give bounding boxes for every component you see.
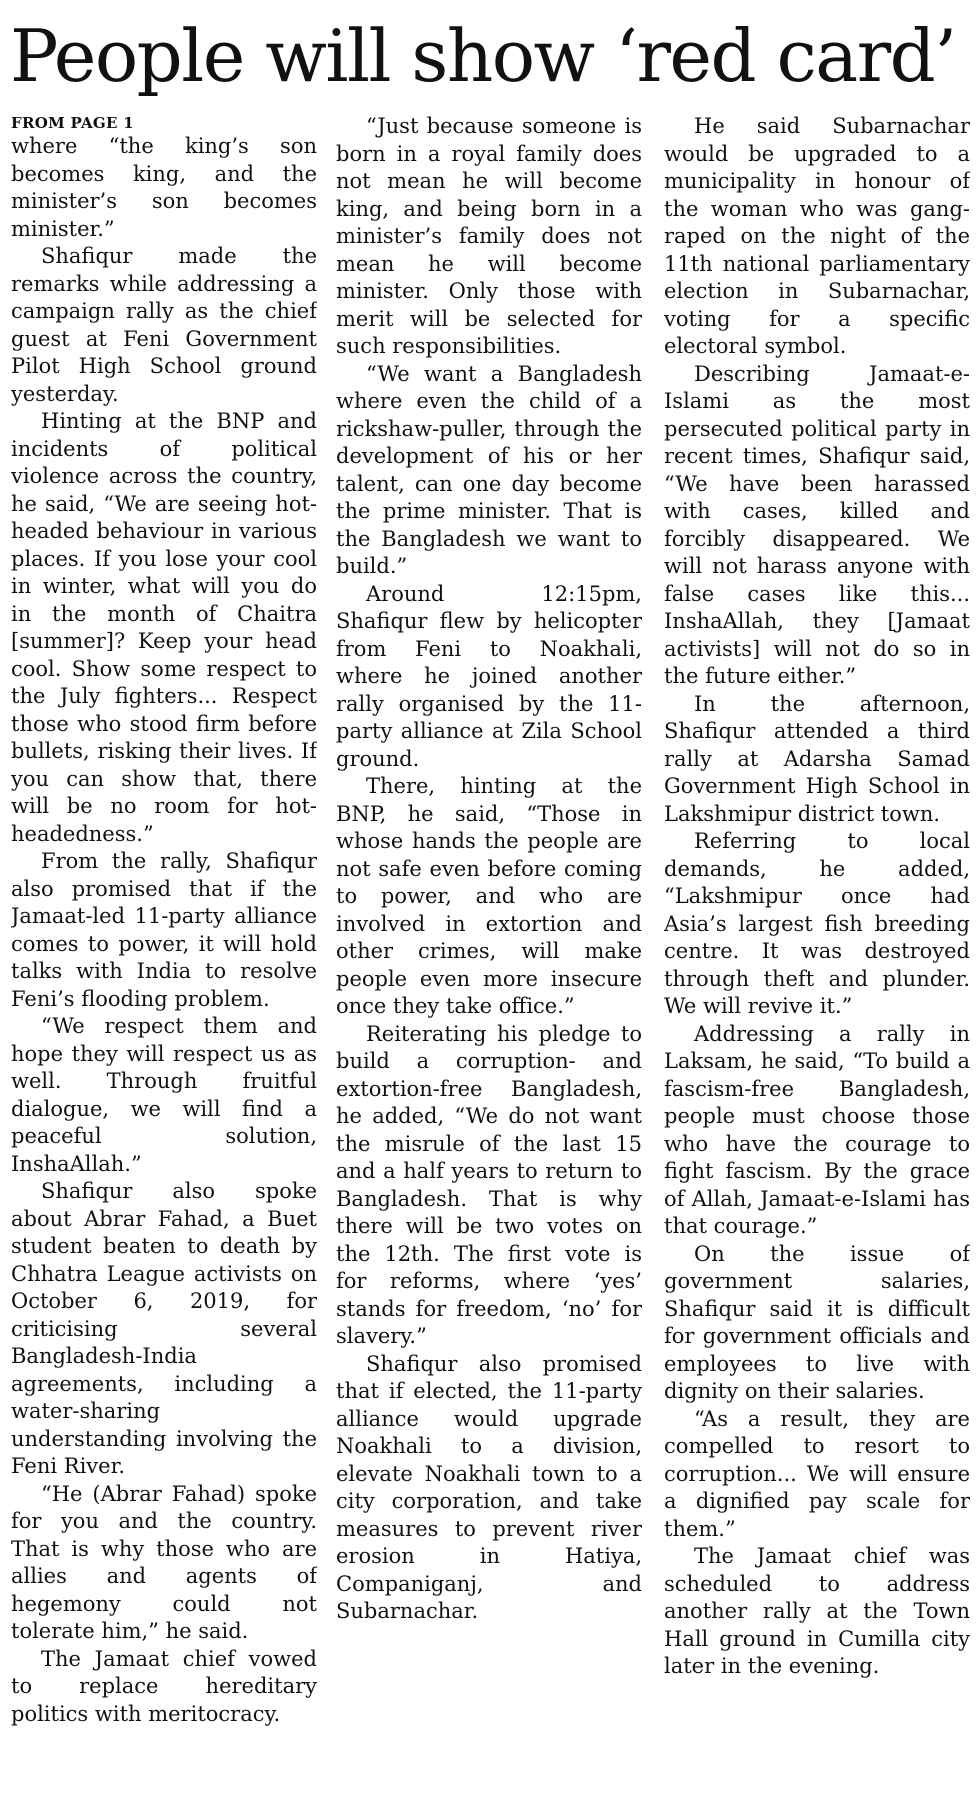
paragraph: The Jamaat chief vowed to replace hereditary politics with meritocracy.	[11, 1646, 317, 1726]
paragraph: Hinting at the BNP and incidents of political violence across the country, he said, “We are seeing hot-headed behaviour in various places. If you lose your cool in winter, what will you do in the month of Chaitra [summer]? Keep your head cool. Show some respect to the July fighters... Respect those who stood firm before bullets, risking their lives. If you can show that, there will be no room for hot-headedness.”	[11, 409, 317, 846]
column-1	[11, 113, 317, 1793]
paragraph: “We respect them and hope they will respect us as well. Through fruitful dialogue, we will find a peaceful solution, InshaAllah.”	[11, 1014, 317, 1176]
paragraph: From the rally, Shafiqur also promised that if the Jamaat-led 11-party alliance comes to power, it will hold talks with India to resolve Feni’s flooding problem.	[11, 849, 317, 1011]
paragraph: There, hinting at the BNP, he said, “Those in whose hands the people are not safe even before coming to power, and who are involved in extortion and other crimes, will make people even more insecure once they take office.”	[336, 774, 642, 1018]
from-page-label: FROM PAGE 1	[11, 114, 135, 132]
column-3	[664, 113, 970, 1793]
paragraph: In the afternoon, Shafiqur attended a third rally at Adarsha Samad Government High School in Lakshmipur district town.	[664, 691, 970, 826]
paragraph: “We want a Bangladesh where even the child of a rickshaw-puller, through the development of his or her talent, can one day become the prime minister. That is the Bangladesh we want to build.”	[336, 361, 642, 578]
column-2	[336, 113, 642, 1793]
paragraph: Shafiqur also spoke about Abrar Fahad, a Buet student beaten to death by Chhatra League activists on October 6, 2019, for criticising several Bangladesh-India agreements, including a water-sharing understanding involving the Feni River.	[11, 1179, 317, 1478]
paragraph: “He (Abrar Fahad) spoke for you and the country. That is why those who are allies and agents of hegemony could not tolerate him,” he said.	[11, 1481, 317, 1643]
paragraph: Describing Jamaat-e-Islami as the most persecuted political party in recent times, Shafiqur said, “We have been harassed with cases, killed and forcibly disappeared. We will not harass anyone with false cases like this... InshaAllah, they [Jamaat activists] will not do so in the future either.”	[664, 361, 970, 688]
paragraph: Reiterating his pledge to build a corruption- and extortion-free Bangladesh, he added, “We do not want the misrule of the last 15 and a half years to return to Bangladesh. That is why there will be two votes on the 12th. The first vote is for reforms, where ‘yes’ stands for freedom, ‘no’ for slavery.”	[336, 1021, 642, 1348]
paragraph: Shafiqur also promised that if elected, the 11-party alliance would upgrade Noakhali to a division, elevate Noakhali town to a city corporation, and take measures to prevent river erosion in Hatiya, Companiganj, and Subarnachar.	[336, 1351, 642, 1623]
paragraph: Around 12:15pm, Shafiqur flew by helicopter from Feni to Noakhali, where he joined another rally organised by the 11-party alliance at Zila School ground.	[336, 581, 642, 771]
paragraph: “Just because someone is born in a royal family does not mean he will become king, and being born in a minister’s family does not mean he will become minister. Only those with merit will be selected for such responsibilities.	[336, 114, 642, 358]
headline: People will show ‘red card’	[10, 14, 956, 98]
paragraph: Referring to local demands, he added, “Lakshmipur once had Asia’s largest fish breeding centre. It was destroyed through theft and plunder. We will revive it.”	[664, 829, 970, 1018]
paragraph: where “the king’s son becomes king, and the minister’s son becomes minister.”	[11, 134, 317, 241]
paragraph: He said Subarnachar would be upgraded to a municipality in honour of the woman who was gang-raped on the night of the 11th national parliamentary election in Subarnachar, voting for a specific electoral symbol.	[664, 114, 970, 358]
paragraph: The Jamaat chief was scheduled to address another rally at the Town Hall ground in Cumilla city later in the evening.	[664, 1544, 970, 1678]
paragraph: “As a result, they are compelled to resort to corruption... We will ensure a dignified pay scale for them.”	[664, 1406, 970, 1541]
paragraph: Addressing a rally in Laksam, he said, “To build a fascism-free Bangladesh, people must choose those who have the courage to fight fascism. By the grace of Allah, Jamaat-e-Islami has that courage.”	[664, 1021, 970, 1238]
paragraph: On the issue of government salaries, Shafiqur said it is difficult for government officials and employees to live with dignity on their salaries.	[664, 1241, 970, 1403]
paragraph: Shafiqur made the remarks while addressing a campaign rally as the chief guest at Feni Government Pilot High School ground yesterday.	[11, 244, 317, 406]
